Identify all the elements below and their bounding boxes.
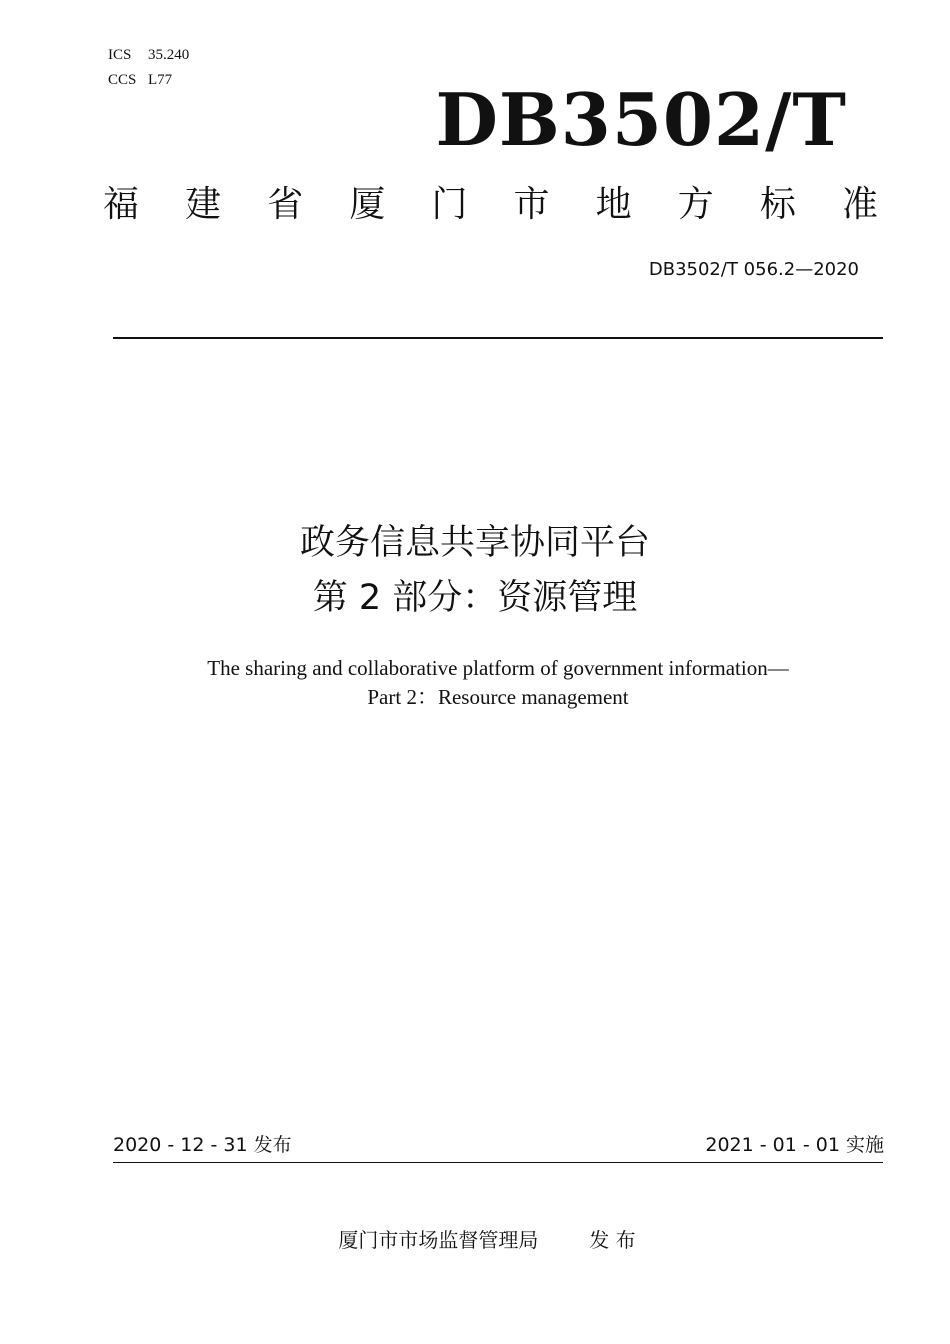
standard-number: DB3502/T 056.2—2020 xyxy=(648,259,859,280)
standard-type-char: 准 xyxy=(841,184,878,225)
ics-label: ICS xyxy=(108,47,132,63)
document-subtitle-en: Part 2：Resource management xyxy=(367,685,629,709)
standard-code-logo: DB3502/T xyxy=(435,77,847,162)
ccs-classification xyxy=(108,71,172,89)
issuer-name: 厦门市市场监督管理局 xyxy=(338,1228,539,1252)
standard-type-char: 地 xyxy=(595,184,632,225)
standard-type-char: 福 xyxy=(103,184,140,225)
ics-classification xyxy=(108,46,189,64)
ics-value: 35.240 xyxy=(148,47,190,63)
ccs-value: L77 xyxy=(148,72,173,88)
document-subtitle-cn: 第 2 部分：资源管理 xyxy=(312,578,638,618)
issuer-action: 发 布 xyxy=(589,1228,636,1252)
implementation-date: 2021 - 01 - 01 实施 xyxy=(705,1134,884,1156)
document-title-en: The sharing and collaborative platform of government information— xyxy=(207,656,789,680)
standard-type-title xyxy=(103,182,878,228)
issuer-line xyxy=(0,1226,950,1254)
document-title-cn: 政务信息共享协同平台 xyxy=(299,523,650,563)
header-divider xyxy=(113,337,883,339)
standard-type-char: 建 xyxy=(185,184,222,225)
issue-date: 2020 - 12 - 31 发布 xyxy=(113,1134,292,1156)
footer-divider xyxy=(113,1162,883,1163)
standard-type-char: 方 xyxy=(677,184,714,225)
standard-type-char: 门 xyxy=(431,184,468,225)
standard-type-char: 省 xyxy=(267,184,304,225)
standard-type-char: 厦 xyxy=(349,184,386,225)
standard-type-char: 市 xyxy=(513,184,550,225)
ccs-label: CCS xyxy=(108,72,137,88)
standard-type-char: 标 xyxy=(759,184,796,225)
